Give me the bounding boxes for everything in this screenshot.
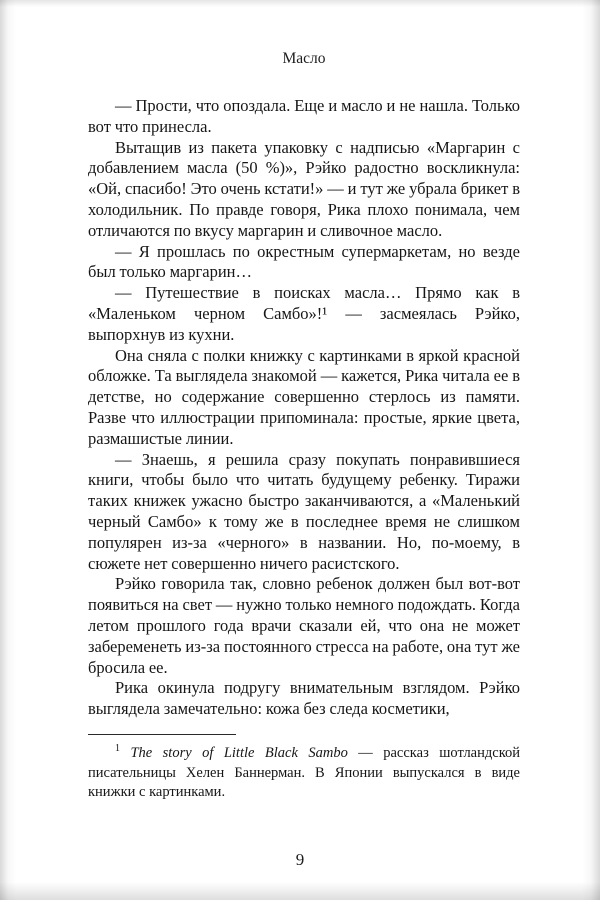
body-paragraph: — Знаешь, я решила сразу покупать понравившиеся книги, чтобы было что читать будущему ребенку. Тиражи таких книжек ужасно быстро заканчиваются, а «Маленький черный Самбо» к тому же в последнее время не слишком популярен из-за «черного» в названии. Но, по-моему, в сюжете нет совершенно ничего расистского. xyxy=(88,449,520,573)
body-paragraph: Она сняла с полки книжку с картинками в яркой красной обложке. Та выглядела знакомой — кажется, Рика читала ее в детстве, но содержание совершенно стерлось из памяти. Разве что иллюстрации припоминала: простые, яркие цвета, размашистые линии. xyxy=(88,345,520,448)
footnote-body: — рассказ шотландской писательницы Хелен Баннерман. В Японии выпускался в виде книжки с картинками. xyxy=(88,744,521,801)
body-paragraph: Рика окинула подругу внимательным взглядом. Рэйко выглядела замечательно: кожа без следа косметики, xyxy=(88,678,520,719)
footnote-marker: 1 xyxy=(115,743,120,755)
page-body xyxy=(88,96,520,720)
body-paragraph: — Прости, что опоздала. Еще и масло и не нашла. Только вот что принесла. xyxy=(88,96,520,136)
page-number: 9 xyxy=(295,850,305,869)
body-paragraph: Вытащив из пакета упаковку с надписью «Маргарин с добавлением масла (50 %)», Рэйко радостно воскликнула: «Ой, спасибо! Это очень кстати!» — и тут же убрала брикет в холодильник. По правде говоря, Рика плохо понимала, чем отличаются по вкусу маргарин и сливочное масло. xyxy=(88,137,520,240)
body-paragraph: Рэйко говорила так, словно ребенок должен был вот-вот появиться на свет — нужно только немного подождать. Когда летом прошлого года врачи сказали ей, что она не может забеременеть из-за постоянного стресса на работе, она тут же бросила ее. xyxy=(88,574,520,677)
body-paragraph: — Путешествие в поисках масла… Прямо как в «Маленьком черном Самбо»!¹ — засмеялась Рэйко, выпорхнув из кухни. xyxy=(88,283,520,344)
footnote-text xyxy=(88,744,520,803)
body-paragraph: — Я прошлась по окрестным супермаркетам, но везде был только маргарин… xyxy=(88,241,520,282)
running-title: Масло xyxy=(282,50,326,67)
footnote-divider xyxy=(88,734,236,735)
footnote-italic-title: The story of Little Black Sambo xyxy=(130,744,348,761)
footnote-block xyxy=(88,734,520,803)
